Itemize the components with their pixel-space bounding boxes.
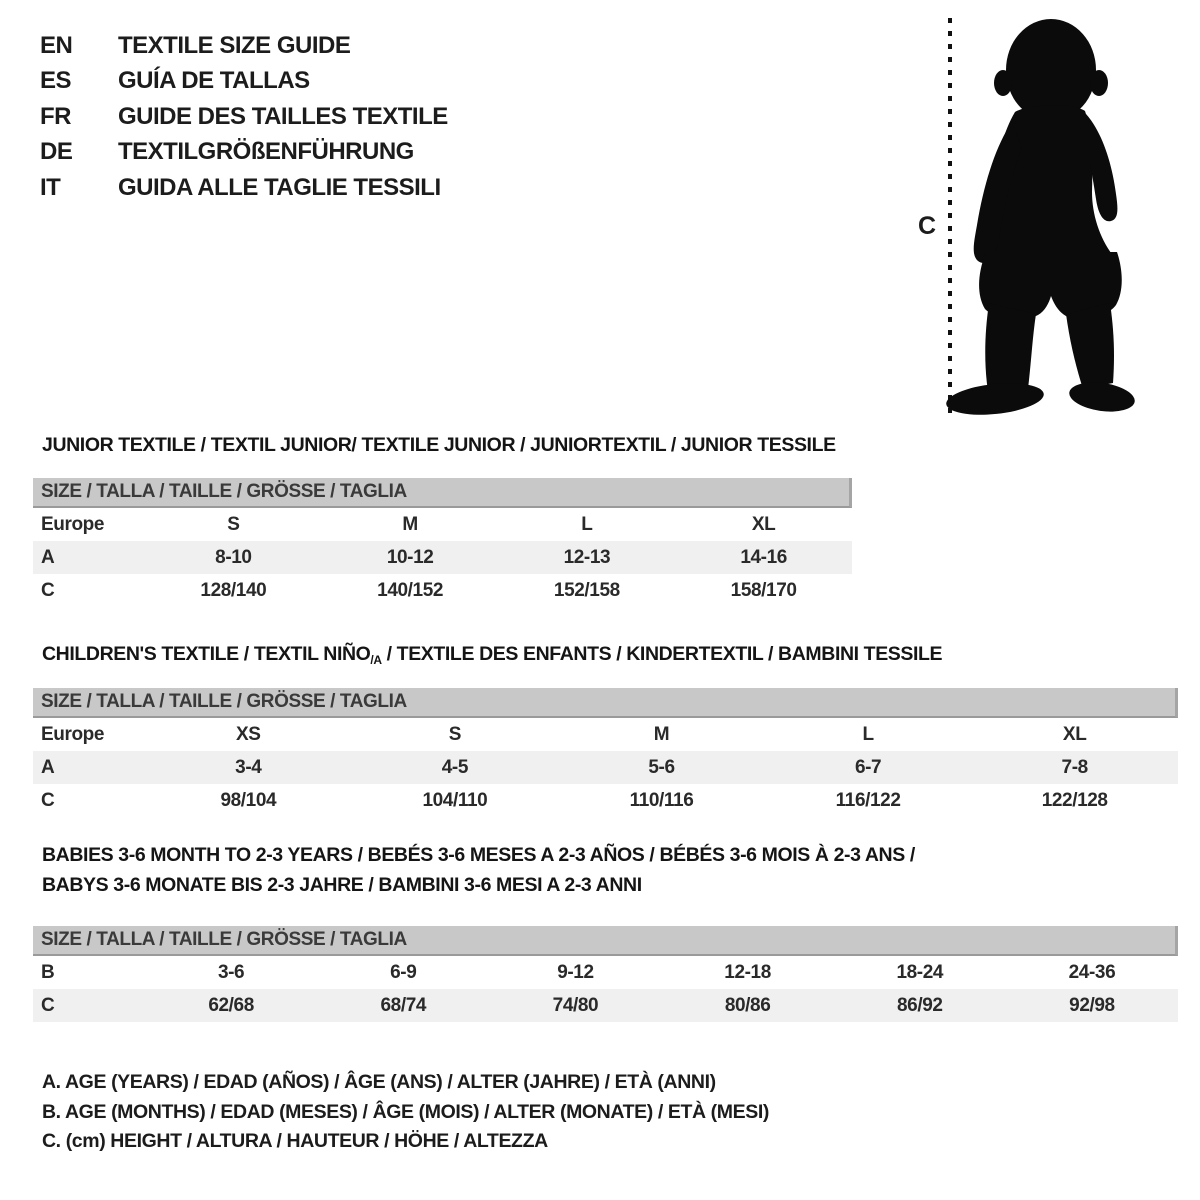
height-cell: 104/110 xyxy=(422,789,488,811)
row-label: Europe xyxy=(41,723,105,745)
height-cell: 128/140 xyxy=(200,579,267,601)
language-row-fr xyxy=(40,99,448,135)
legend-line-b: B. AGE (MONTHS) / EDAD (MESES) / ÂGE (MOIS) / ALTER (MONATE) / ETÀ (MESI) xyxy=(42,1100,769,1123)
age-cell: 3-6 xyxy=(217,961,245,983)
language-code: FR xyxy=(40,102,71,130)
age-cell: 6-7 xyxy=(854,756,882,778)
language-row-en xyxy=(40,28,448,64)
language-row-es xyxy=(40,64,448,100)
row-label: C xyxy=(41,994,55,1016)
children-size-table xyxy=(33,688,1178,817)
age-cell: 8-10 xyxy=(215,546,252,568)
age-cell: 4-5 xyxy=(441,756,469,778)
table-row xyxy=(33,508,852,541)
age-cell: 24-36 xyxy=(1068,961,1116,983)
age-cell: 7-8 xyxy=(1061,756,1088,778)
language-code: EN xyxy=(40,31,73,59)
age-cell: 3-4 xyxy=(235,756,262,778)
language-code: ES xyxy=(40,67,72,95)
age-cell: 12-13 xyxy=(563,546,611,568)
junior-section-title: JUNIOR TEXTILE / TEXTIL JUNIOR/ TEXTILE JUNIOR / JUNIORTEXTIL / JUNIOR TESSILE xyxy=(42,434,836,456)
age-cell: 5-6 xyxy=(648,756,675,778)
size-cell: XL xyxy=(1062,723,1087,745)
legend-line-a: A. AGE (YEARS) / EDAD (AÑOS) / ÂGE (ANS) / ALTER (JAHRE) / ETÀ (ANNI) xyxy=(42,1071,716,1094)
legend-line-c: C. (cm) HEIGHT / ALTURA / HAUTEUR / HÖHE / ALTEZZA xyxy=(42,1130,548,1153)
children-title-text: / TEXTILE DES ENFANTS / KINDERTEXTIL / BAMBINI TESSILE xyxy=(381,643,943,665)
height-cell: 116/122 xyxy=(835,789,901,811)
height-cell: 86/92 xyxy=(897,994,943,1016)
row-label: Europe xyxy=(41,513,105,535)
size-header-bar: SIZE / TALLA / TAILLE / GRÖSSE / TAGLIA xyxy=(33,688,1178,718)
table-row xyxy=(33,574,852,607)
row-label: A xyxy=(41,546,55,568)
guide-title-en: TEXTILE SIZE GUIDE xyxy=(118,31,351,59)
row-label: C xyxy=(41,789,55,811)
dimension-label-c: C xyxy=(918,212,937,240)
size-header-bar: SIZE / TALLA / TAILLE / GRÖSSE / TAGLIA xyxy=(33,478,852,508)
height-cell: 140/152 xyxy=(377,579,444,601)
guide-title-es: GUÍA DE TALLAS xyxy=(118,67,310,95)
size-cell: M xyxy=(402,513,418,535)
row-label: B xyxy=(41,961,55,983)
height-cell: 110/116 xyxy=(629,789,694,811)
junior-size-table xyxy=(33,478,852,607)
size-cell: M xyxy=(653,723,670,745)
table-row xyxy=(33,541,852,574)
height-cell: 68/74 xyxy=(380,994,427,1016)
size-cell: L xyxy=(581,513,593,535)
size-cell: XL xyxy=(751,513,776,535)
height-cell: 80/86 xyxy=(724,994,771,1016)
size-cell: S xyxy=(448,723,462,745)
babies-size-table xyxy=(33,926,1178,1022)
height-cell: 152/158 xyxy=(553,579,620,601)
children-section-title xyxy=(42,643,942,667)
age-cell: 12-18 xyxy=(724,961,771,983)
height-cell: 62/68 xyxy=(208,994,254,1016)
age-cell: 18-24 xyxy=(896,961,944,983)
table-row xyxy=(33,784,1178,817)
babies-section-title xyxy=(42,840,915,900)
row-label: C xyxy=(41,579,55,601)
children-title-subscript: /A xyxy=(370,653,382,667)
size-cell: S xyxy=(227,513,240,535)
language-row-de xyxy=(40,135,448,171)
guide-title-it: GUIDA ALLE TAGLIE TESSILI xyxy=(118,173,441,201)
language-row-it xyxy=(40,170,448,206)
table-row xyxy=(33,956,1178,989)
height-cell: 74/80 xyxy=(552,994,599,1016)
size-header-bar: SIZE / TALLA / TAILLE / GRÖSSE / TAGLIA xyxy=(33,926,1178,956)
row-label: A xyxy=(41,756,55,778)
language-title-list xyxy=(40,28,448,206)
babies-title-line2: BABYS 3-6 MONATE BIS 2-3 JAHRE / BAMBINI 3-6 MESI A 2-3 ANNI xyxy=(42,874,642,896)
legend xyxy=(42,1068,769,1157)
size-cell: XS xyxy=(236,723,261,745)
height-cell: 92/98 xyxy=(1069,994,1115,1016)
babies-title-line1: BABIES 3-6 MONTH TO 2-3 YEARS / BEBÉS 3-6 MESES A 2-3 AÑOS / BÉBÉS 3-6 MOIS À 2-3 ANS / xyxy=(42,844,915,866)
table-row xyxy=(33,751,1178,784)
age-cell: 10-12 xyxy=(386,546,434,568)
language-code: IT xyxy=(40,173,61,201)
guide-title-de: TEXTILGRÖßENFÜHRUNG xyxy=(118,138,414,166)
size-cell: L xyxy=(862,723,874,745)
table-row xyxy=(33,989,1178,1022)
age-cell: 9-12 xyxy=(557,961,594,983)
age-cell: 14-16 xyxy=(740,546,787,568)
children-title-text: CHILDREN'S TEXTILE / TEXTIL NIÑO xyxy=(42,643,371,665)
height-cell: 98/104 xyxy=(220,789,277,811)
language-code: DE xyxy=(40,138,73,166)
age-cell: 6-9 xyxy=(390,961,417,983)
guide-title-fr: GUIDE DES TAILLES TEXTILE xyxy=(118,102,448,130)
height-figure xyxy=(888,0,1200,430)
height-cell: 122/128 xyxy=(1041,789,1108,811)
height-cell: 158/170 xyxy=(730,579,797,601)
table-row xyxy=(33,718,1178,751)
